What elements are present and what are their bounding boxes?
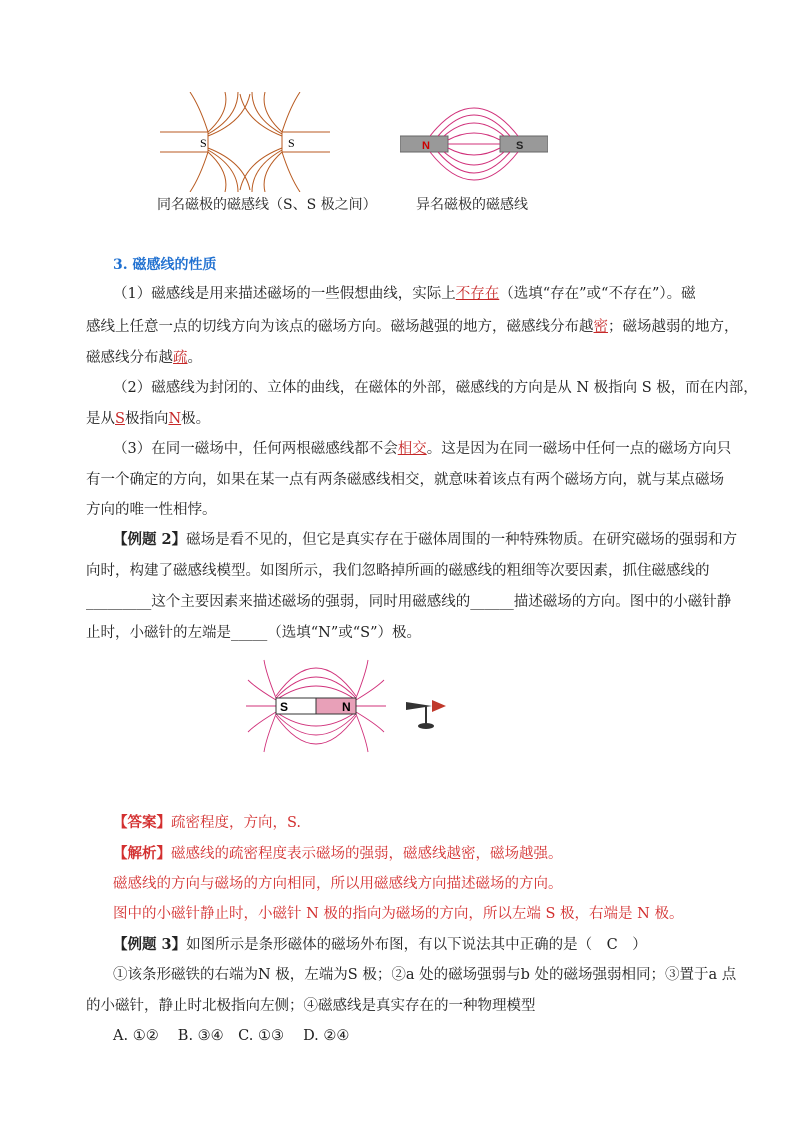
example2-line1: 【例题 2】磁场是看不见的，但它是真实存在于磁体周围的一种特殊物质。在研究磁场的强弱和方: [113, 531, 738, 548]
p1-line2: 感线上任意一点的切线方向为该点的磁场方向。磁场越强的地方，磁感线分布越密；磁场越弱的地方，: [86, 319, 739, 335]
p3-answer: 相交: [397, 441, 427, 457]
example3-options: A. ①② B. ③④ C. ①③ D. ②④: [113, 1028, 350, 1044]
analysis-line3: 图中的小磁针静止时，小磁针 N 极的指向为磁场的方向，所以左端 S 极，右端是 N 极。: [113, 906, 684, 922]
opposite-poles-figure: [400, 98, 548, 190]
example3-label: 【例题 3】: [113, 936, 187, 953]
p1-line3: 磁感线分布越疏。: [86, 350, 202, 366]
p2-line1: （2）磁感线为封闭的、立体的曲线，在磁体的外部，磁感线的方向是从 N 极指向 S 极，而在内部，: [113, 380, 758, 396]
example3-line2: ①该条形磁铁的右端为N 极，左端为S 极；②a 处的磁场强弱与b 处的磁场强弱相同；③置于a 点: [113, 967, 737, 983]
opposite-poles-caption: 异名磁极的磁感线: [416, 197, 528, 213]
magnet-left-pole: S: [280, 700, 289, 714]
opp-left-pole: N: [422, 140, 430, 152]
p3-line1: （3）在同一磁场中，任何两根磁感线都不会相交。这是因为在同一磁场中任何一点的磁场方向只: [113, 441, 732, 457]
same-poles-caption: 同名磁极的磁感线（S、S 极之间）: [157, 197, 377, 213]
p3-line3: 方向的唯一性相悖。: [86, 502, 217, 518]
analysis-label: 【解析】: [113, 845, 171, 862]
example3-line3: 的小磁针，静止时北极指向左侧；④磁感线是真实存在的一种物理模型: [86, 998, 536, 1014]
bar-magnet-figure: [246, 658, 456, 754]
p1-answer: 不存在: [455, 286, 500, 302]
p2-answer-2: N: [168, 411, 182, 427]
answer-label: 【答案】: [113, 814, 171, 831]
example2-line3: _________这个主要因素来描述磁场的强弱，同时用磁感线的______描述磁场的方向。图中的小磁针静: [86, 594, 732, 610]
analysis-line2: 磁感线的方向与磁场的方向相同，所以用磁感线方向描述磁场的方向。: [113, 876, 563, 892]
p2-line2: 是从S极指向N极。: [86, 411, 211, 427]
same-left-pole: S: [200, 136, 207, 150]
analysis-line1: 【解析】磁感线的疏密程度表示磁场的强弱，磁感线越密，磁场越强。: [113, 845, 563, 862]
example2-line2: 向时，构建了磁感线模型。如图所示，我们忽略掉所画的磁感线的粗细等次要因素，抓住磁感线的: [86, 563, 710, 579]
example3-line1: 【例题 3】如图所示是条形磁体的磁场外布图，有以下说法其中正确的是（ C ）: [113, 936, 647, 953]
p1-line1: （1）磁感线是用来描述磁场的一些假想曲线，实际上不存在（选填“存在”或“不存在”）。磁: [113, 286, 696, 302]
answer-line: [113, 812, 301, 834]
p3-line2: 有一个确定的方向，如果在某一点有两条磁感线相交，就意味着该点有两个磁场方向，就与某点磁场: [86, 472, 724, 488]
example2-label: 【例题 2】: [113, 531, 187, 548]
example2-line4: 止时，小磁针的左端是_____（选填“N”或“S”）极。: [86, 625, 422, 641]
p1-answer-3: 疏: [173, 350, 188, 366]
same-right-pole: S: [288, 136, 295, 150]
same-poles-figure: [160, 92, 330, 192]
magnet-right-pole: N: [342, 700, 351, 714]
p1-answer-2: 密: [593, 319, 608, 335]
p2-answer-1: S: [115, 411, 125, 427]
answer-text: 疏密程度，方向，S.: [171, 815, 302, 831]
compass-needle-icon: [406, 700, 446, 729]
section-heading: 3. 磁感线的性质: [113, 257, 217, 273]
opp-right-pole: S: [516, 140, 524, 152]
